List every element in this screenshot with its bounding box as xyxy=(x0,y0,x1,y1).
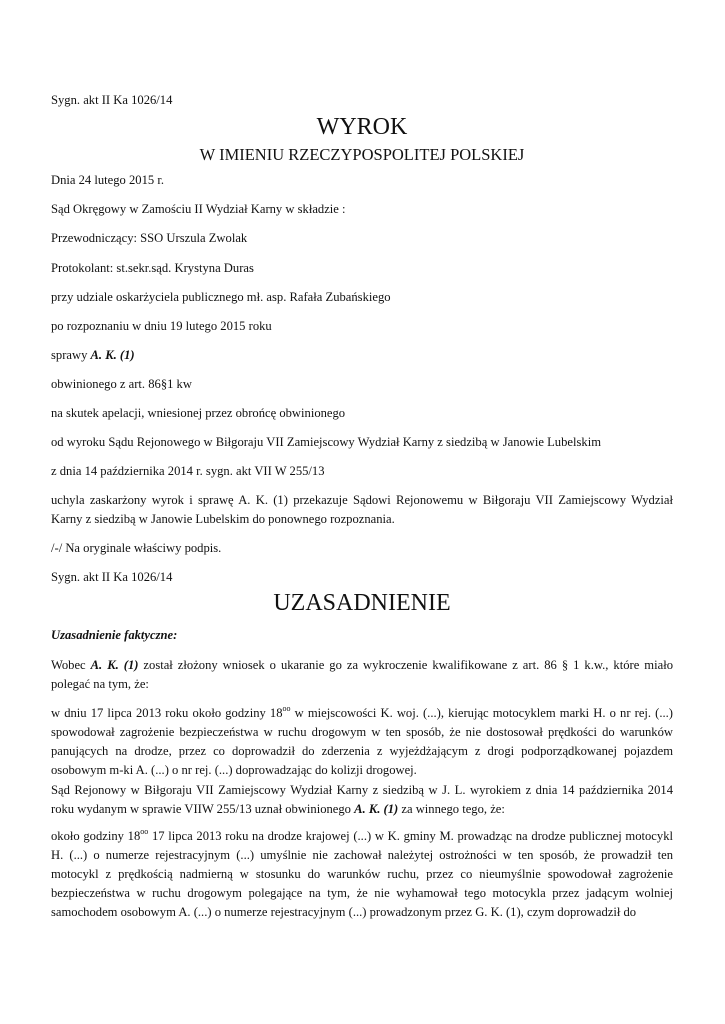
appealed-judgment-date: z dnia 14 października 2014 r. sygn. akt VII W 255/13 xyxy=(51,464,325,478)
presiding-judge: Przewodniczący: SSO Urszula Zwolak xyxy=(51,231,248,245)
p4-superscript: oo xyxy=(140,827,149,836)
p3-text-b: za winnego tego, że: xyxy=(398,802,505,816)
p2-text-a: w dniu 17 lipca 2013 roku około godziny 18 xyxy=(51,706,283,720)
case-signature-justification: Sygn. akt II Ka 1026/14 xyxy=(51,570,173,584)
justification-paragraph-3 xyxy=(51,781,673,819)
prosecutor: przy udziale oskarżyciela publicznego mł. asp. Rafała Zubańskiego xyxy=(51,290,391,304)
case-signature-top: Sygn. akt II Ka 1026/14 xyxy=(51,93,173,107)
p1-defendant-name: A. K. (1) xyxy=(90,658,139,672)
facts-heading-text: Uzasadnienie faktyczne: xyxy=(51,628,178,642)
appeal-note: na skutek apelacji, wniesionej przez obrońcę obwinionego xyxy=(51,406,346,420)
defendant-name: A. K. (1) xyxy=(90,348,135,362)
verdict-title: WYROK xyxy=(316,114,408,140)
justification-title: UZASADNIENIE xyxy=(273,590,451,616)
case-prefix: sprawy xyxy=(51,348,91,362)
p3-defendant-name: A. K. (1) xyxy=(354,802,399,816)
appealed-judgment: od wyroku Sądu Rejonowego w Biłgoraju VII Zamiejscowy Wydział Karny z siedzibą w Janowie Lubelskim xyxy=(51,435,601,449)
justification-paragraph-4 xyxy=(51,827,673,922)
court-composition: Sąd Okręgowy w Zamościu II Wydział Karny w składzie : xyxy=(51,202,346,216)
court-clerk: Protokolant: st.sekr.sąd. Krystyna Duras xyxy=(51,261,254,275)
justification-paragraph-2 xyxy=(51,704,673,780)
p1-text-a: Wobec xyxy=(51,658,91,672)
p4-text-b: 17 lipca 2013 roku na drodze krajowej (...) w K. gminy M. prowadząc na drodze publicznej motocykl H. (...) o numerze rejestracyjnym (...) umyślnie nie zachował należytej ostrożności w ten sposób, że prowadził ten motocykl z prędkością nadmierną w stosunku do warunków ruchu, przez co nieumyślnie spowodował zagrożenie bezpieczeństwa w ruchu drogowym polegające na tym, że nie wyhamował tego motocykla przez jadącym wolniej samochodem osobowym A. (...) o numerze rejestracyjnym (...) prowadzonym przez G. K. (1), czym doprowadził do xyxy=(51,829,673,919)
verdict-subtitle: W IMIENIU RZECZYPOSPOLITEJ POLSKIEJ xyxy=(199,145,525,164)
signature-note: /-/ Na oryginale właściwy podpis. xyxy=(51,541,222,555)
p3-text-a: Sąd Rejonowy w Biłgoraju VII Zamiejscowy Wydział Karny z siedzibą w J. L. wyrokiem z dnia 14 października 2014 roku wydanym w sprawie VIIW 255/13 uznał obwinionego xyxy=(51,783,673,816)
p1-text-b: został złożony wniosek o ukaranie go za wykroczenie kwalifikowane z art. 86 § 1 k.w., które miało polegać na tym, że: xyxy=(51,658,673,691)
case-line xyxy=(51,346,673,365)
p4-text-a: około godziny 18 xyxy=(51,829,141,843)
justification-paragraph-1 xyxy=(51,656,673,694)
verdict-date: Dnia 24 lutego 2015 r. xyxy=(51,173,164,187)
facts-heading xyxy=(51,626,673,645)
charge: obwinionego z art. 86§1 kw xyxy=(51,377,192,391)
p2-superscript: oo xyxy=(282,704,291,713)
p2-text-b: w miejscowości K. woj. (...), kierując motocyklem marki H. o nr rej. (...) spowodował zagrożenie bezpieczeństwa w ruchu drogowym w ten sposób, że nie dostosował prędkości do warunków panujących na drodze, przez co doprowadził do zderzenia z wyjeżdżającym z drogi podporządkowanej pojazdem osobowym m-ki A. (...) o nr rej. (...) doprowadzając do kolizji drogowej. xyxy=(51,706,673,777)
decision: uchyla zaskarżony wyrok i sprawę A. K. (1) przekazuje Sądowi Rejonowemu w Biłgoraju VII Zamiejscowy Wydział Karny z siedzibą w Janowie Lubelskim do ponownego rozpoznania. xyxy=(51,493,673,526)
hearing-date: po rozpoznaniu w dniu 19 lutego 2015 roku xyxy=(51,319,272,333)
